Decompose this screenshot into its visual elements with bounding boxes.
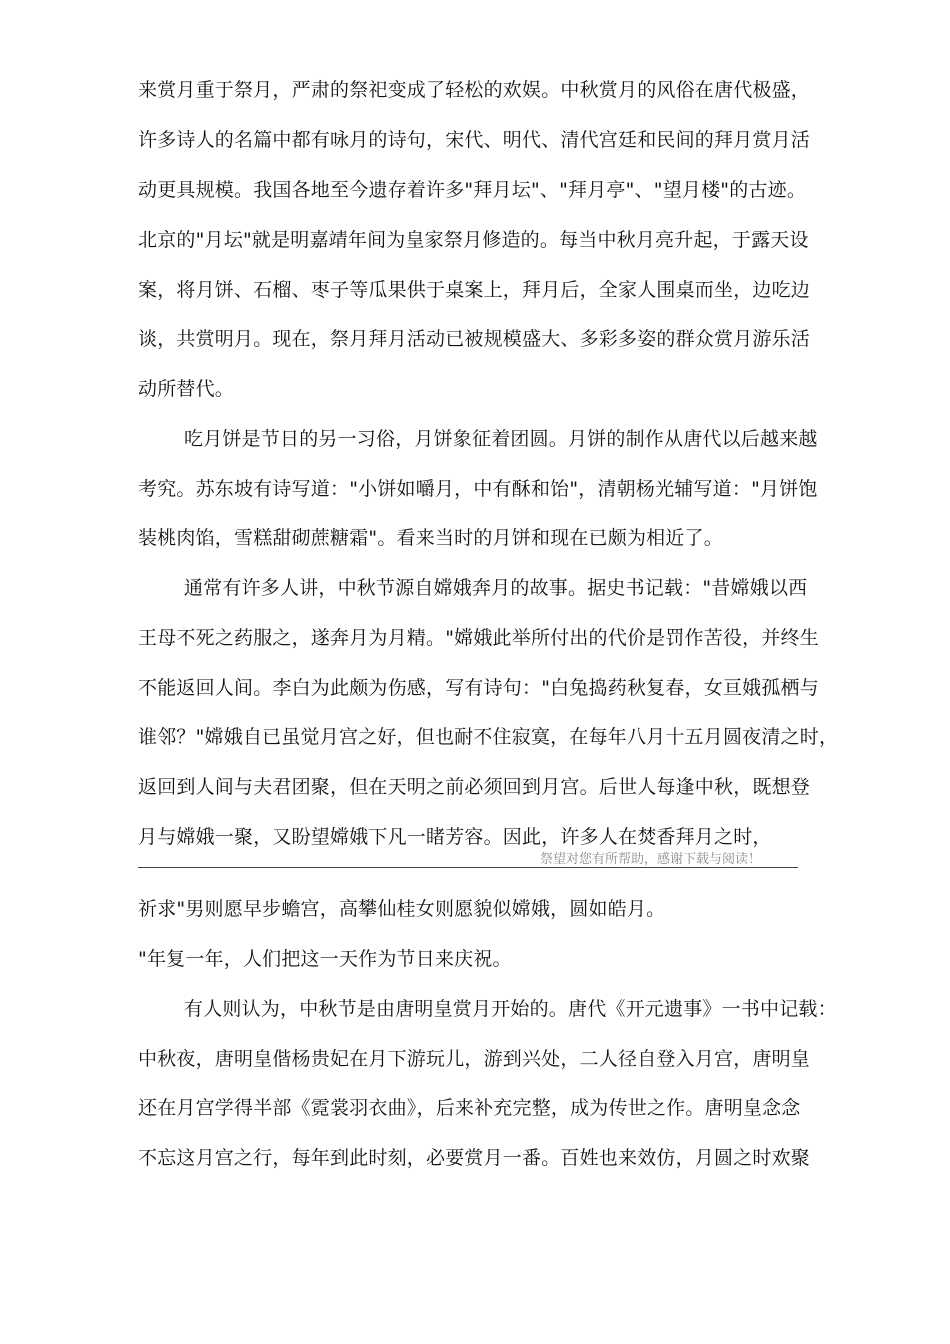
text-line: 谁邻？"嫦娥自已虽觉月宫之好，但也耐不住寂寞，在每年八月十五月圆夜清之时， [138,726,839,748]
text-line: "年复一年，人们把这一天作为节日来庆祝。 [138,948,512,970]
paragraph-first-line: 吃月饼是节日的另一习俗，月饼象征着团圆。月饼的制作从唐代以后越来越 [184,428,818,450]
text-line: 动更具规模。我国各地至今遗存着许多"拜月坛"、"拜月亭"、"望月楼"的古迹。 [138,179,807,201]
text-line: 动所替代。 [138,378,235,400]
text-line: 来赏月重于祭月，严肃的祭祀变成了轻松的欢娱。中秋赏月的风俗在唐代极盛， [138,79,811,101]
text-line: 王母不死之药服之，遂奔月为月精。"嫦娥此举所付出的代价是罚作苦役，并终生 [138,627,819,649]
text-line: 考究。苏东坡有诗写道："小饼如嚼月，中有酥和饴"，清朝杨光辅写道："月饼饱 [138,478,818,500]
text-line: 不忘这月宫之行，每年到此时刻，必要赏月一番。百姓也来效仿，月圆之时欢聚 [138,1147,811,1169]
paragraph-first-line: 通常有许多人讲，中秋节源自嫦娥奔月的故事。据史书记载："昔嫦娥以西 [184,577,808,599]
text-line: 月与嫦娥一聚，又盼望嫦娥下凡一睹芳容。因此，许多人在焚香拜月之时， [138,826,772,848]
text-line: 许多诗人的名篇中都有咏月的诗句，宋代、明代、清代宫廷和民间的拜月赏月活 [138,129,811,151]
text-line: 祈求"男则愿早步蟾宫，高攀仙桂女则愿貌似嫦娥，圆如皓月。 [138,898,666,920]
text-line: 中秋夜，唐明皇偕杨贵妃在月下游玩儿，游到兴处，二人径自登入月宫，唐明皇 [138,1048,811,1070]
text-line: 案，将月饼、石榴、枣子等瓜果供于桌案上，拜月后，全家人围桌而坐，边吃边 [138,279,811,301]
text-line: 不能返回人间。李白为此颇为伤感，写有诗句："白兔捣药秋复春，女亘娥孤栖与 [138,677,819,699]
text-line: 装桃肉馅，雪糕甜砌蔗糖霜"。看来当时的月饼和现在已颇为相近了。 [138,527,723,549]
text-line: 北京的"月坛"就是明嘉靖年间为皇家祭月修造的。每当中秋月亮升起，于露天设 [138,229,809,251]
footer-divider [138,867,798,868]
text-line: 谈，共赏明月。现在，祭月拜月活动已被规模盛大、多彩多姿的群众赏月游乐活 [138,328,811,350]
text-line: 返回到人间与夫君团聚，但在天明之前必须回到月宫。后世人每逢中秋，既想登 [138,776,811,798]
footer-note: 祭望对您有所帮助，感谢下载与阅读！ [540,852,762,867]
paragraph-first-line: 有人则认为，中秋节是由唐明皇赏月开始的。唐代《开元遗事》一书中记载： [184,998,837,1020]
text-line: 还在月宫学得半部《霓裳羽衣曲》，后来补充完整，成为传世之作。唐明皇念念 [138,1097,801,1119]
